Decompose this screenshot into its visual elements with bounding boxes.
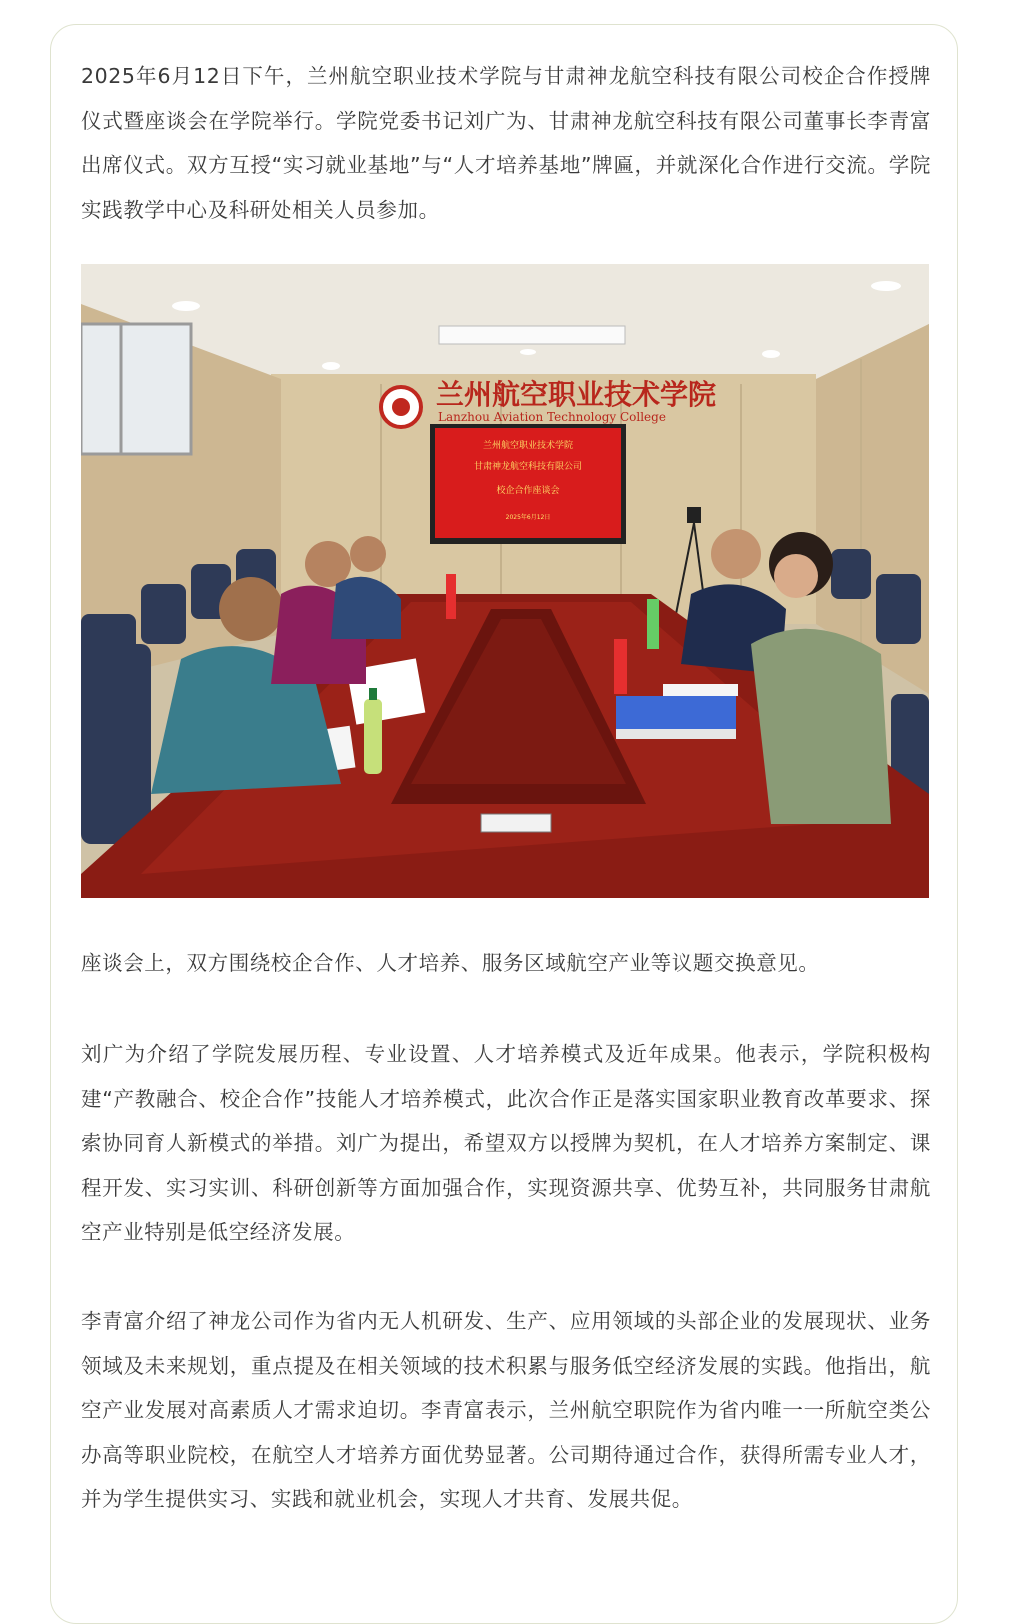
article-paragraph-li-qingfu: 李青富介绍了神龙公司作为省内无人机研发、生产、应用领域的头部企业的发展现状、业务领域及未来规划，重点提及在相关领域的技术积累与服务低空经济发展的实践。他指出，航空产业发展对高素质人才需求迫切。李青富表示，兰州航空职院作为省内唯一一所航空类公办高等职业院校，在航空人才培养方面优势显著。公司期待通过合作，获得所需专业人才，并为学生提供实习、实践和就业机会，实现人才共育、发展共促。 [81,1309,931,1511]
article-paragraph-discussion: 座谈会上，双方围绕校企合作、人才培养、服务区域航空产业等议题交换意见。 [81,951,820,975]
article-paragraph-liu-guangwei: 刘广为介绍了学院发展历程、专业设置、人才培养模式及近年成果。他表示，学院积极构建“产教融合、校企合作”技能人才培养模式，此次合作正是落实国家职业教育改革要求、探索协同育人新模式的举措。刘广为提出，希望双方以授牌为契机，在人才培养方案制定、课程开发、实习实训、科研创新等方面加强合作，实现资源共享、优势互补，共同服务甘肃航空产业特别是低空经济发展。 [81,1042,931,1244]
article-paragraph-intro: 2025年6月12日下午，兰州航空职业技术学院与甘肃神龙航空科技有限公司校企合作授牌仪式暨座谈会在学院举行。学院党委书记刘广为、甘肃神龙航空科技有限公司董事长李青富出席仪式。双方互授“实习就业基地”与“人才培养基地”牌匾，并就深化合作进行交流。学院实践教学中心及科研处相关人员参加。 [81,64,931,222]
screen-line-1: 兰州航空职业技术学院 [482,441,574,451]
screen-line-2: 甘肃神龙航空科技有限公司 [473,462,583,472]
screen-line-4: 2025年6月12日 [505,514,551,521]
screen-line-3: 校企合作座谈会 [496,486,560,496]
wall-sign-en: Lanzhou Aviation Technology College [438,410,666,424]
wall-sign-cn: 兰州航空职业技术学院 [436,378,717,411]
meeting-photo [81,264,929,898]
